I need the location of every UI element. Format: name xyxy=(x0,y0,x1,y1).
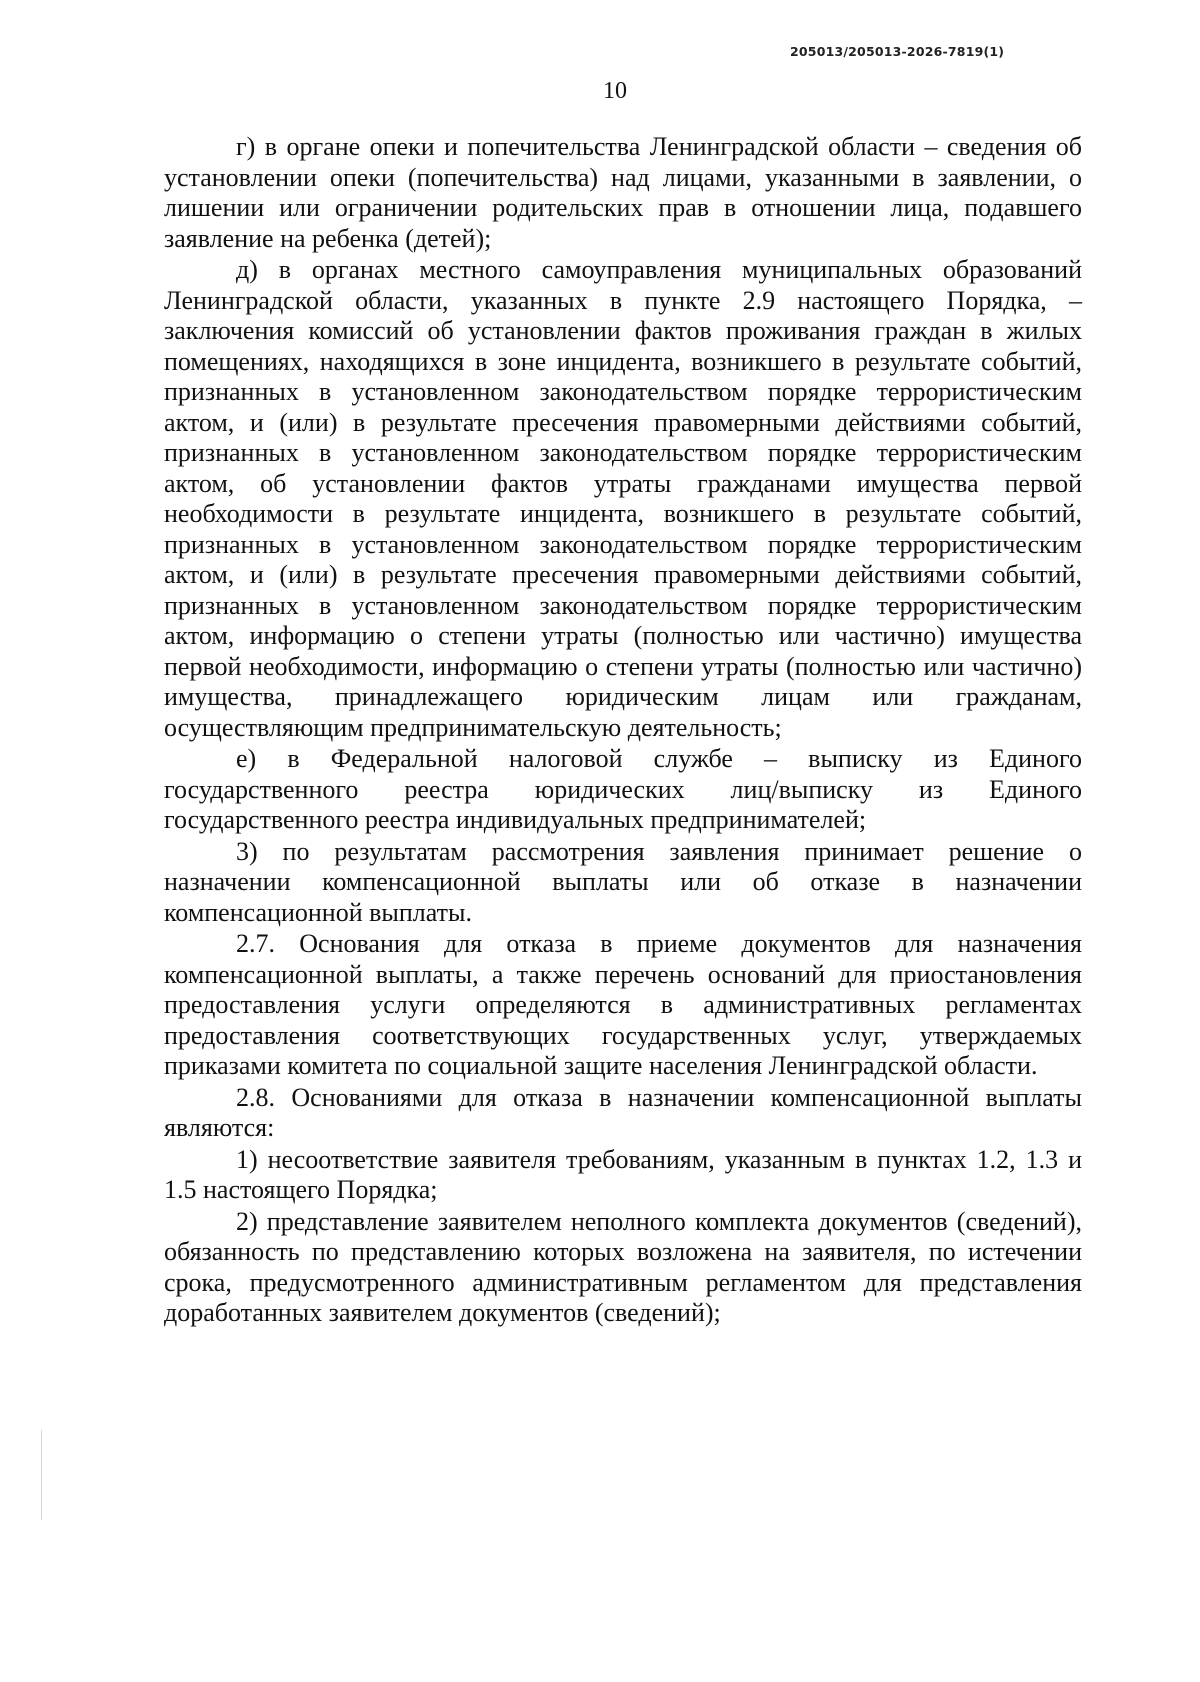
document-body xyxy=(164,132,1082,1330)
paragraph-2-incomplete-documents: 2) представление заявителем неполного комплекта документов (сведений), обязанность по представлению которых возложена на заявителя, по истечении срока, предусмотренного административным регламентом для представления доработанных заявителем документов (сведений); xyxy=(164,1206,1082,1327)
paragraph-2-7-refusal-grounds: 2.7. Основания для отказа в приеме документов для назначения компенсационной выплаты, а также перечень оснований для приостановления предоставления услуги определяются в административных регламентах предоставления соответствующих государственных услуг, утверждаемых приказами комитета по социальной защите населения Ленинградской области. xyxy=(164,929,1082,1080)
paragraph-3-decision: 3) по результатам рассмотрения заявления принимает решение о назначении компенсационной выплаты или об отказе в назначении компенсационной выплаты. xyxy=(164,836,1082,927)
paragraph-2-8-refusal-reasons: 2.8. Основаниями для отказа в назначении компенсационной выплаты являются: xyxy=(164,1082,1082,1142)
scan-edge-mark xyxy=(41,1430,42,1520)
paragraph-1-requirements: 1) несоответствие заявителя требованиям, указанным в пунктах 1.2, 1.3 и 1.5 настоящего Порядка; xyxy=(164,1144,1082,1204)
page-number: 10 xyxy=(603,78,627,104)
paragraph-g-guardianship: г) в органе опеки и попечительства Ленинградской области – сведения об установлении опеки (попечительства) над лицами, указанными в заявлении, о лишении или ограничении родительских прав в отношении лица, подавшего заявление на ребенка (детей); xyxy=(164,132,1082,253)
document-registration-code: 205013/205013-2026-7819(1) xyxy=(790,44,1005,59)
paragraph-e-tax-service: е) в Федеральной налоговой службе – выписку из Единого государственного реестра юридических лиц/выписку из Единого государственного реестра индивидуальных предпринимателей; xyxy=(164,744,1082,834)
paragraph-d-local-government: д) в органах местного самоуправления муниципальных образований Ленинградской области, указанных в пункте 2.9 настоящего Порядка, – заключения комиссий об установлении фактов проживания граждан в жилых помещениях, находящихся в зоне инцидента, возникшего в результате событий, признанных в установленном законодательством порядке террористическим актом, и (или) в результате пресечения правомерными действиями событий, признанных в установленном законодательством порядке террористическим актом, об установлении фактов утраты гражданами имущества первой необходимости в результате инцидента, возникшего в результате событий, признанных в установленном законодательством порядке террористическим актом, и (или) в результате пресечения правомерными действиями событий, признанных в установленном законодательством порядке террористическим актом, информацию о степени утраты (полностью или частично) имущества первой необходимости, информацию о степени утраты (полностью или частично) имущества, принадлежащего юридическим лицам или гражданам, осуществляющим предпринимательскую деятельность; xyxy=(164,255,1082,742)
